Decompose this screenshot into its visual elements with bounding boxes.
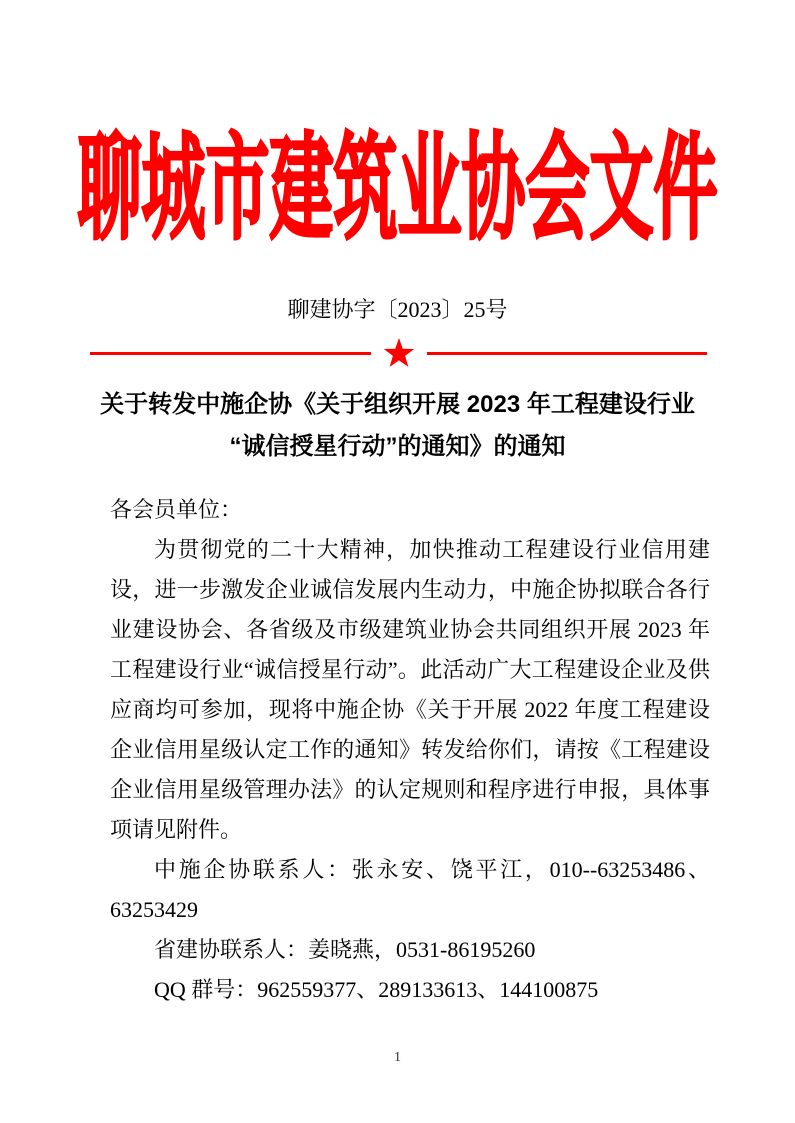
paragraph-contact-zhongshiqixie: 中施企协联系人：张永安、饶平江，010--63253486、63253429	[110, 857, 710, 922]
document-title	[40, 384, 755, 468]
paragraph-qq-groups: QQ 群号：962559377、289133613、144100875	[154, 977, 599, 1002]
paragraph-contact-shengjianxie: 省建协联系人：姜晓燕，0531-86195260	[154, 937, 536, 962]
salutation: 各会员单位：	[110, 497, 243, 522]
page-footer	[0, 1050, 795, 1066]
header-divider	[90, 337, 707, 369]
divider-line-left	[90, 352, 371, 355]
paragraph-intro: 为贯彻党的二十大精神，加快推动工程建设行业信用建设，进一步激发企业诚信发展内生动力，中施企协拟联合各行业建设协会、各省级及市级建筑业协会共同组织开展 2023 年工程建设行业“诚信授星行动”。此活动广大工程建设企业及供应商均可参加，现将中施企协《关于开展 2022 年度工程建设企业信用星级认定工作的通知》转发给你们，请按《工程建设企业信用星级管理办法》的认定规则和程序进行申报，具体事项请见附件。	[110, 537, 711, 842]
body-text	[110, 490, 710, 1010]
document-title-line-1: 关于转发中施企协《关于组织开展 2023 年工程建设行业	[100, 391, 695, 418]
letterhead	[0, 125, 795, 253]
document-title-line-2: “诚信授星行动”的通知》的通知	[229, 433, 566, 460]
org-title: 聊城市建筑业协会文件	[77, 125, 718, 253]
divider-line-right	[427, 352, 708, 355]
page-number: 1	[394, 1050, 401, 1065]
doc-number: 聊建协字〔2023〕25号	[287, 297, 508, 322]
star-icon	[383, 338, 415, 368]
